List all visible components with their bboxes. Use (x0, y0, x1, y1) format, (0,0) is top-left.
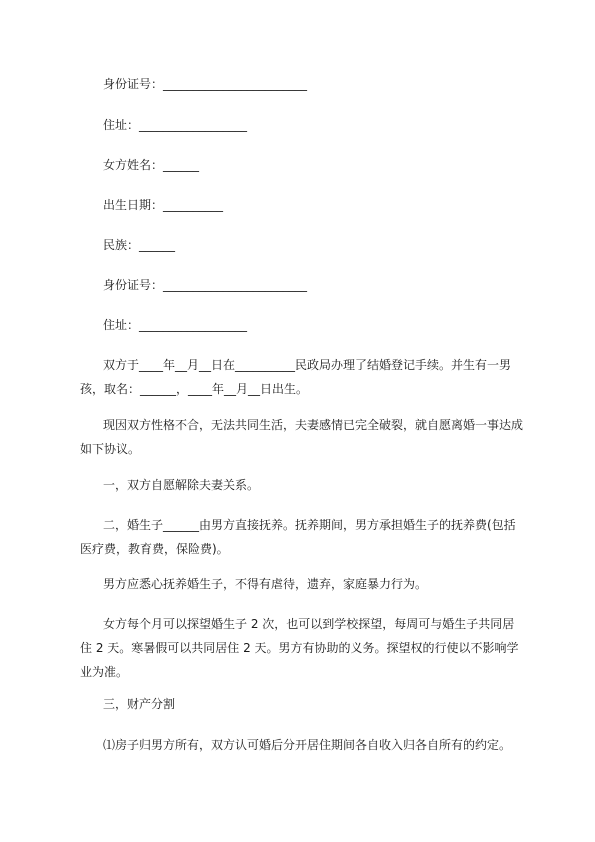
clause-one: 一，双方自愿解除夫妻关系。 (103, 478, 260, 492)
clause-three-heading: 三，财产分割 (103, 697, 176, 711)
visitation-paragraph: 女方每个月可以探望婚生子 2 次，也可以到学校探望，每周可与婚生子共同居住 2 天。寒暑假可以共同居住 2 天。男方有协助的义务。探望权的行使以不影响学业为准。 (80, 617, 519, 679)
clause-two-custody: 二，婚生子______由男方直接抚养。抚养期间，男方承担婚生子的抚养费(包括医疗费，教育费，保险费)。 (80, 518, 516, 556)
marriage-registration-paragraph: 双方于____年__月__日在__________民政局办理了结婚登记手续。并生有一男孩，取名：______，____年__月__日出生。 (80, 358, 512, 396)
property-clause-one: ⑴房子归男方所有，双方认可婚后分开居住期间各自收入归各自所有的约定。 (103, 738, 512, 752)
female-address-line: 住址：__________________ (103, 318, 248, 332)
divorce-reason-paragraph: 现因双方性格不合，无法共同生活，夫妻感情已完全破裂，就自愿离婚一事达成如下协议。 (80, 418, 524, 456)
care-obligation-paragraph: 男方应悉心抚养婚生子，不得有虐待，遗弃，家庭暴力行为。 (103, 577, 428, 591)
female-birthdate-line: 出生日期：__________ (103, 198, 224, 212)
male-address-line: 住址：__________________ (103, 118, 248, 132)
female-ethnicity-line: 民族：______ (103, 238, 176, 252)
male-id-number-line: 身份证号：________________________ (103, 77, 308, 91)
female-name-line: 女方姓名：______ (103, 158, 200, 172)
female-id-number-line: 身份证号：________________________ (103, 278, 308, 292)
